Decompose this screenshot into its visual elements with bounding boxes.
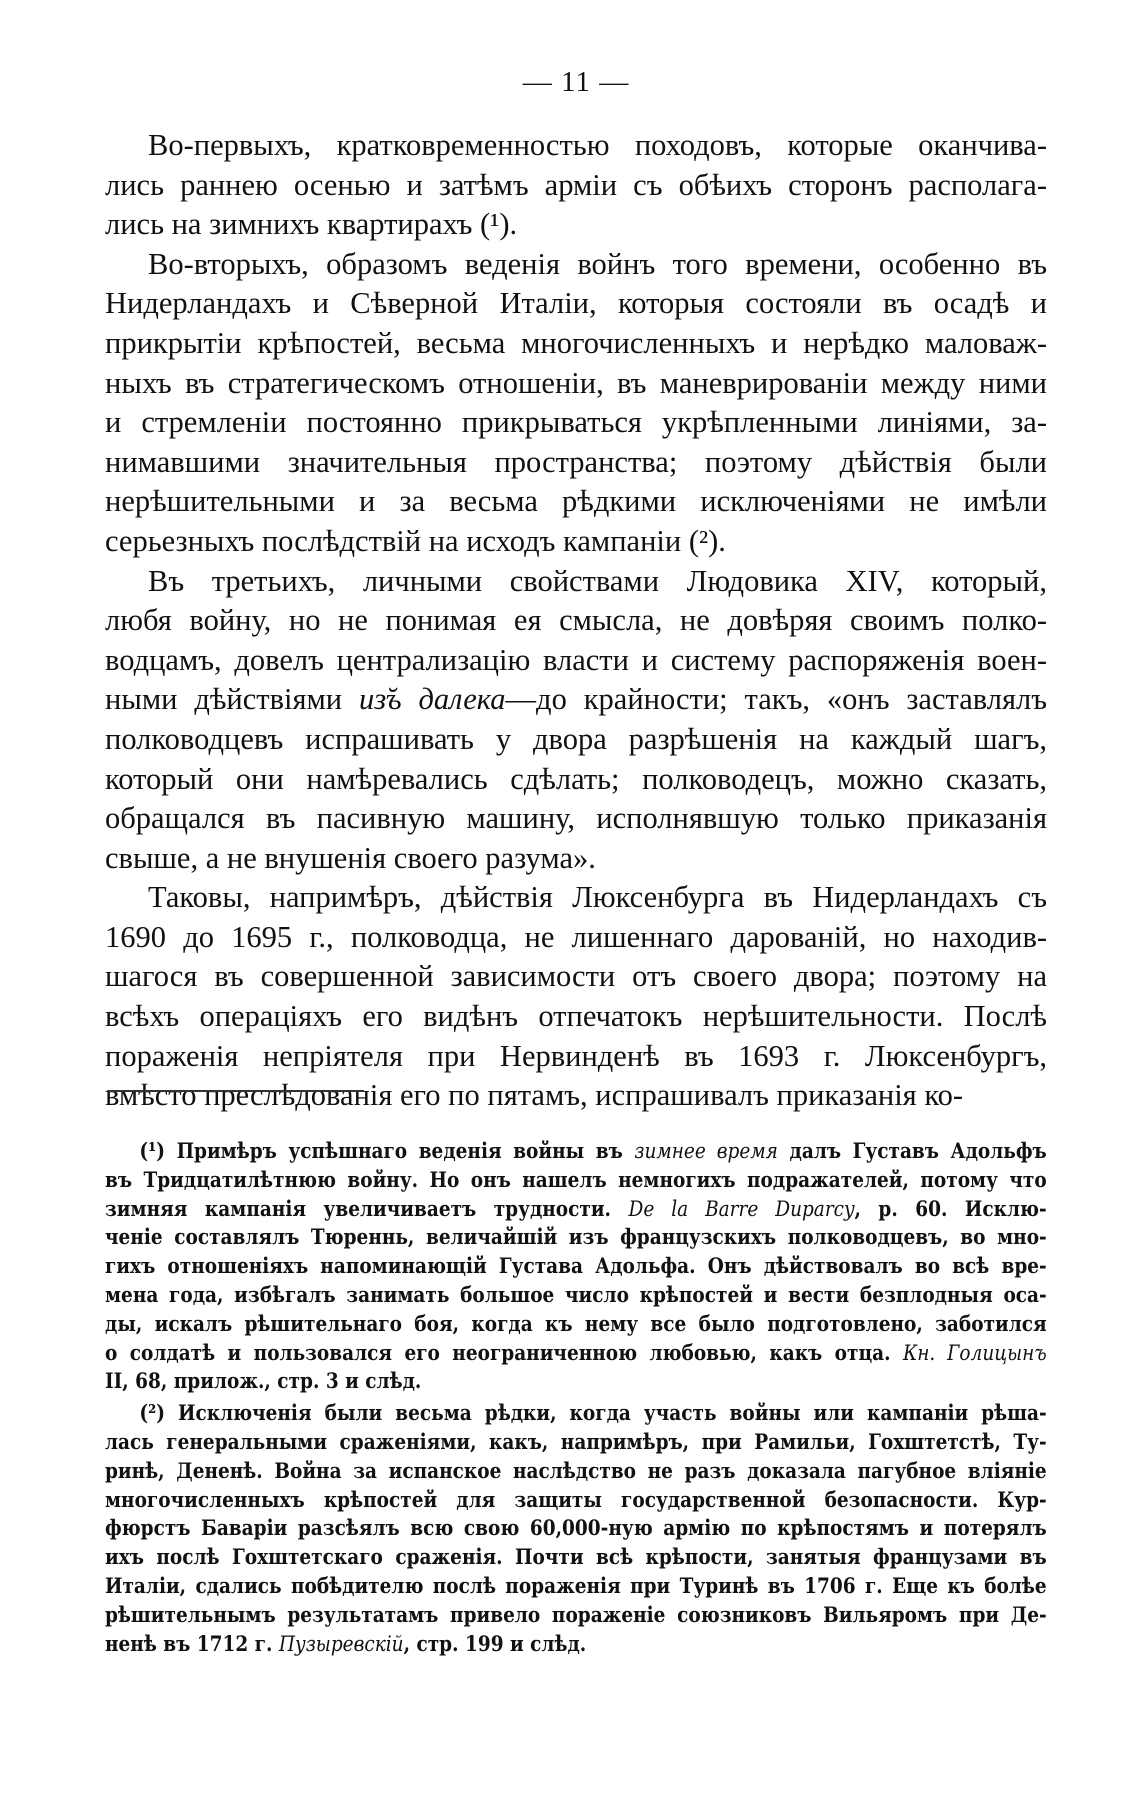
footnote-separator <box>107 1090 364 1092</box>
text-run: , стр. 199 и слѣд. <box>403 1631 587 1657</box>
footnote-line <box>105 1138 1047 1167</box>
paragraph <box>105 126 1047 245</box>
text-run: рѣшительнымъ результатамъ привело пораженіе союзниковъ Вильяромъ при Де- <box>105 1602 1047 1628</box>
text-run: Таковы, напримѣръ, дѣйствія Люксенбурга въ Нидерландахъ съ <box>148 880 1047 915</box>
text-line <box>105 443 1047 483</box>
footnote-line <box>105 1196 1047 1225</box>
text-run: ихъ послѣ Гохштетскаго сраженія. Почти всѣ крѣпости, занятыя французами въ <box>105 1545 1047 1571</box>
text-line <box>105 403 1047 443</box>
text-run: , p. 60. Исклю- <box>854 1196 1047 1222</box>
footnote <box>105 1138 1047 1397</box>
text-line <box>105 641 1047 681</box>
main-text <box>105 126 1047 1116</box>
footnote-line <box>105 1515 1047 1544</box>
text-run: серьезныхъ послѣдствій на исходъ кампаніи (²). <box>105 523 726 558</box>
footnote-line <box>105 1429 1047 1458</box>
footnote-line <box>105 1544 1047 1573</box>
text-run: гихъ отношеніяхъ напоминающій Густава Адольфа. Онъ дѣйствовалъ во всѣ вре- <box>105 1254 1047 1280</box>
text-run: далъ Густавъ Адольфъ <box>777 1139 1047 1164</box>
text-run: о солдатѣ и пользовался его неограниченною любовью, какъ отца. <box>105 1340 903 1366</box>
text-run: Въ третьихъ, личными свойствами Людовика XIV, который, <box>148 563 1047 598</box>
paragraph <box>105 878 1047 1116</box>
italic-text: De la Barre Duparcy <box>628 1196 855 1222</box>
text-line <box>105 997 1047 1037</box>
text-line <box>105 562 1047 602</box>
text-run: ныхъ въ стратегическомъ отношеніи, въ маневрированіи между ними <box>105 365 1047 400</box>
text-line <box>105 839 1047 879</box>
text-line <box>105 364 1047 404</box>
text-run: Италіи, сдались побѣдителю послѣ пораженія при Туринѣ въ 1706 г. Еще къ болѣе <box>105 1573 1047 1599</box>
text-line <box>105 720 1047 760</box>
footnote-line <box>105 1253 1047 1282</box>
footnote-line <box>105 1458 1047 1487</box>
text-line <box>105 918 1047 958</box>
footnote-line <box>105 1573 1047 1602</box>
text-run: ченіе составлялъ Тюреннь, величайшій изъ французскихъ полководцевъ, во мно- <box>105 1225 1047 1251</box>
italic-text: из̆ъ далека <box>359 682 506 717</box>
text-run: —до крайности; такъ, «онъ заставлялъ <box>505 682 1047 717</box>
text-run: любя войну, но не понимая ея смысла, не довѣряя своимъ полко- <box>105 603 1047 638</box>
text-line <box>105 482 1047 522</box>
paragraph <box>105 562 1047 879</box>
italic-text: зимнее время <box>634 1139 778 1164</box>
text-run: мена года, избѣгалъ занимать большое число крѣпостей и вести безплодныя оса- <box>105 1282 1047 1308</box>
footnote-line <box>105 1631 1047 1660</box>
text-line <box>105 245 1047 285</box>
text-line <box>105 284 1047 324</box>
text-run: многочисленныхъ крѣпостей для защиты государственной безопасности. Кур- <box>105 1487 1047 1513</box>
footnote-line <box>105 1167 1047 1196</box>
text-run: (¹) Примѣръ успѣшнаго веденія войны въ <box>139 1139 635 1164</box>
text-run: II, 68, прилож., стр. 3 и слѣд. <box>105 1369 422 1395</box>
text-run: и стремленіи постоянно прикрываться укрѣпленными линіями, за- <box>105 405 1047 440</box>
italic-text: Кн. Голицынъ <box>902 1340 1047 1366</box>
text-line <box>105 878 1047 918</box>
page-number: — 11 — <box>522 66 630 98</box>
text-run: обращался въ пасивную машину, исполнявшую только приказанія <box>105 801 1047 836</box>
text-run: всѣхъ операціяхъ его видѣнъ отпечатокъ нерѣшительности. Послѣ <box>105 999 1047 1034</box>
text-run: ды, искалъ рѣшительнаго боя, когда къ нему все было подготовлено, заботился <box>105 1311 1047 1337</box>
text-run: въ Тридцатилѣтнюю войну. Но онъ нашелъ немногихъ подражателей, потому что <box>105 1167 1047 1193</box>
text-run: полководцевъ испрашивать у двора разрѣшенія на каждый шагъ, <box>105 721 1047 756</box>
text-run: прикрытіи крѣпостей, весьма многочисленныхъ и нерѣдко маловаж- <box>105 325 1047 360</box>
text-run: Нидерландахъ и Сѣверной Италіи, которыя состояли въ осадѣ и <box>105 286 1047 321</box>
footnote-line <box>105 1311 1047 1340</box>
text-line <box>105 601 1047 641</box>
text-line <box>105 522 1047 562</box>
footnotes <box>105 1138 1047 1659</box>
text-run: лись раннею осенью и затѣмъ арміи съ обѣихъ сторонъ располага- <box>105 167 1047 202</box>
text-line <box>105 799 1047 839</box>
text-run: шагося въ совершенной зависимости отъ своего двора; поэтому на <box>105 959 1047 994</box>
text-line <box>105 957 1047 997</box>
text-run: свыше, а не внушенія своего разума». <box>105 840 596 875</box>
text-run: нимавшими значительныя пространства; поэтому дѣйствія были <box>105 444 1047 479</box>
text-line <box>105 680 1047 720</box>
text-run: ненѣ въ 1712 г. <box>105 1631 279 1657</box>
footnote-line <box>105 1282 1047 1311</box>
text-run: ринѣ, Дененѣ. Война за испанское наслѣдство не разъ доказала пагубное вліяніе <box>105 1458 1047 1484</box>
paragraph <box>105 245 1047 562</box>
text-run: 1690 до 1695 г., полководца, не лишеннаго дарованій, но находив- <box>105 919 1047 954</box>
text-line <box>105 324 1047 364</box>
text-run: лась генеральными сраженіями, какъ, напримѣръ, при Рамильи, Гохштетстѣ, Ту- <box>105 1429 1047 1455</box>
text-run: зимняя кампанія увеличиваетъ трудности. <box>105 1196 629 1222</box>
text-run: водцамъ, довелъ централизацію власти и систему распоряженія воен- <box>105 642 1047 677</box>
text-run: пораженія непріятеля при Нервинденѣ въ 1693 г. Люксенбургъ, <box>105 1038 1047 1073</box>
text-line <box>105 126 1047 166</box>
text-run: Во-вторыхъ, образомъ веденія войнъ того времени, особенно въ <box>148 246 1047 281</box>
text-line <box>105 1076 1047 1116</box>
text-line <box>105 760 1047 800</box>
text-run: который они намѣревались сдѣлать; полководецъ, можно сказать, <box>105 761 1047 796</box>
italic-text: Пузыревскій <box>278 1631 404 1657</box>
text-run: (²) Исключенія были весьма рѣдки, когда участь войны или кампаніи рѣша- <box>139 1401 1047 1427</box>
footnote-line <box>105 1224 1047 1253</box>
text-line <box>105 1037 1047 1077</box>
text-run: вмѣсто преслѣдованія его по пятамъ, испрашивалъ приказанія ко- <box>105 1078 963 1113</box>
footnote-line <box>105 1368 1047 1397</box>
footnote <box>105 1400 1047 1659</box>
text-line <box>105 205 1047 245</box>
text-run: Во-первыхъ, кратковременностью походовъ, которые оканчива- <box>148 128 1047 162</box>
footnote-line <box>105 1400 1047 1429</box>
text-run: ными дѣйствіями <box>105 682 360 717</box>
text-run: лись на зимнихъ квартирахъ (¹). <box>105 207 518 242</box>
footnote-line <box>105 1487 1047 1516</box>
text-run: фюрстъ Баваріи разсѣялъ всю свою 60,000-ную армію по крѣпостямъ и потерялъ <box>105 1516 1047 1542</box>
text-run: нерѣшительными и за весьма рѣдкими исключеніями не имѣли <box>105 484 1047 519</box>
footnote-line <box>105 1602 1047 1631</box>
footnote-line <box>105 1340 1047 1369</box>
text-line <box>105 166 1047 206</box>
